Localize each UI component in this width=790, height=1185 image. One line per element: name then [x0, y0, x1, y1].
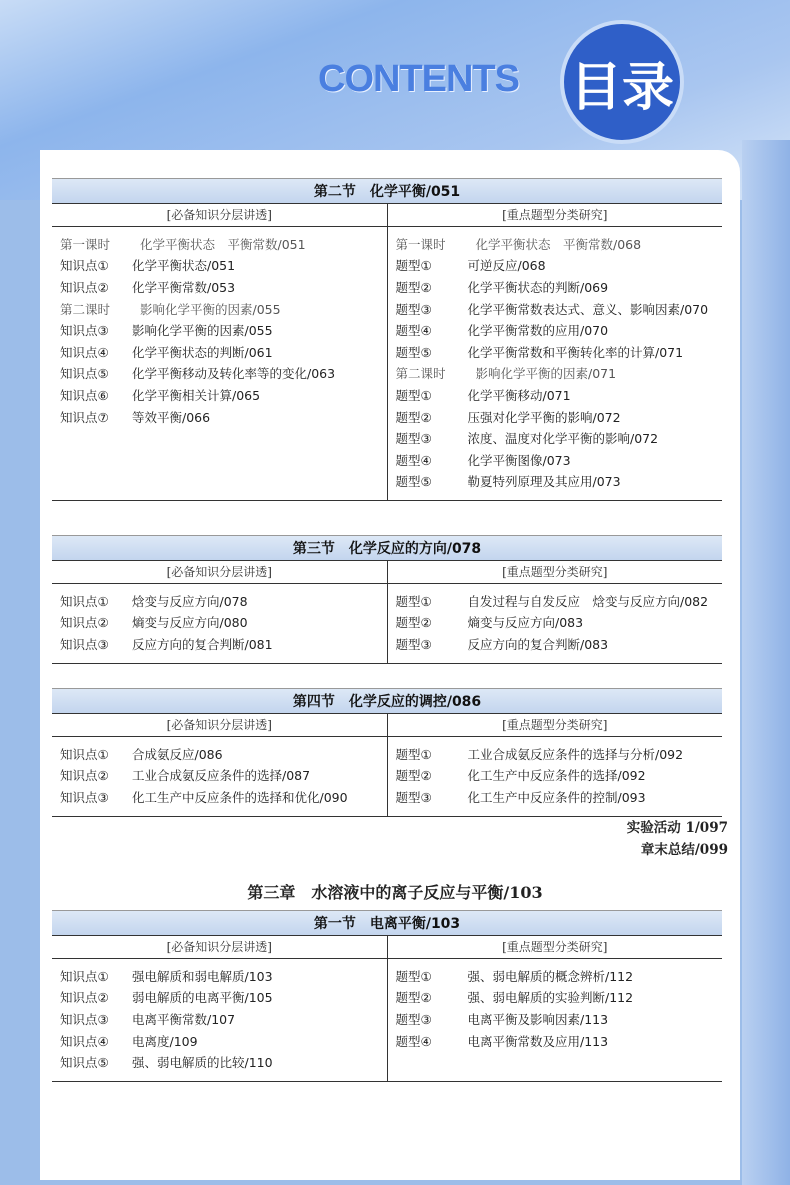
toc-entry[interactable] — [396, 233, 723, 255]
entry-label: 第一课时 — [395, 236, 446, 252]
entry-label: 题型① — [395, 593, 432, 609]
entry-title: 焓变与反应方向/078 — [132, 593, 248, 609]
entry-title: 电离平衡常数及应用/113 — [467, 1033, 609, 1049]
entry-label: 题型③ — [395, 636, 432, 652]
entry-title: 压强对化学平衡的影响/072 — [467, 409, 621, 425]
entry-title: 勒夏特列原理及其应用/073 — [467, 474, 621, 490]
contents-heading: CONTENTS — [318, 58, 519, 100]
entry-title: 反应方向的复合判断/083 — [467, 636, 609, 652]
toc-entry[interactable] — [396, 276, 723, 298]
entry-title: 化学平衡常数/053 — [132, 279, 236, 295]
entry-label: 题型④ — [395, 323, 432, 339]
toc-entry[interactable] — [396, 255, 723, 277]
toc-entry[interactable] — [60, 612, 387, 634]
toc-entry[interactable] — [60, 255, 387, 277]
toc-entry[interactable] — [60, 319, 387, 341]
toc-section — [52, 688, 722, 817]
entry-title: 化学平衡状态的判断/069 — [467, 279, 609, 295]
question-type-column-heading: [重点题型分类研究] — [502, 208, 608, 222]
question-type-column-heading: [重点题型分类研究] — [502, 940, 608, 954]
toc-entry[interactable] — [396, 406, 723, 428]
entry-title: 化学平衡常数的应用/070 — [467, 323, 609, 339]
entry-title: 电离平衡常数/107 — [132, 1011, 236, 1027]
right-column — [388, 584, 723, 663]
entry-title: 电离度/109 — [132, 1033, 198, 1049]
entry-title: 熵变与反应方向/083 — [467, 615, 584, 631]
entry-label: 题型① — [395, 968, 432, 984]
entry-label: 知识点② — [60, 990, 109, 1006]
entry-title: 强、弱电解质的实验判断/112 — [467, 990, 634, 1006]
entry-title: 化学平衡相关计算/065 — [132, 387, 261, 403]
entry-title: 反应方向的复合判断/081 — [132, 636, 273, 652]
left-column — [52, 584, 388, 663]
entry-label: 题型③ — [395, 789, 432, 805]
section-title: 第三节 化学反应的方向/078 — [52, 535, 722, 560]
toc-section — [52, 910, 722, 1082]
entry-title: 工业合成氨反应条件的选择/087 — [132, 768, 311, 784]
entry-label: 题型② — [395, 615, 432, 631]
entry-title: 浓度、温度对化学平衡的影响/072 — [467, 431, 659, 447]
entry-label: 题型② — [395, 768, 432, 784]
entry-title: 可逆反应/068 — [467, 258, 546, 274]
knowledge-column-heading: [必备知识分层讲透] — [52, 714, 388, 736]
entry-title: 化学平衡常数表达式、意义、影响因素/070 — [467, 301, 709, 317]
entry-label: 知识点② — [60, 279, 109, 295]
entry-label: 知识点① — [60, 968, 109, 984]
entry-title: 化学平衡状态 平衡常数/051 — [140, 236, 306, 252]
entry-label: 知识点② — [60, 615, 109, 631]
entry-title: 化工生产中反应条件的选择和优化/090 — [132, 789, 348, 805]
entry-label: 题型① — [395, 387, 432, 403]
entry-label: 知识点① — [60, 746, 109, 762]
toc-entry[interactable] — [396, 1030, 723, 1052]
entry-label: 知识点③ — [60, 323, 109, 339]
toc-entry[interactable] — [60, 765, 387, 787]
knowledge-column-heading: [必备知识分层讲透] — [52, 936, 388, 958]
entry-label: 知识点① — [60, 258, 109, 274]
toc-entry[interactable] — [396, 987, 723, 1009]
left-column — [52, 737, 388, 816]
entry-title: 强电解质和弱电解质/103 — [132, 968, 273, 984]
toc-entry[interactable] — [60, 276, 387, 298]
entry-label: 题型③ — [395, 301, 432, 317]
toc-entry[interactable] — [396, 298, 723, 320]
toc-entry[interactable] — [396, 1008, 723, 1030]
entry-title: 强、弱电解质的概念辨析/112 — [467, 968, 634, 984]
entry-title: 化学平衡常数和平衡转化率的计算/071 — [467, 344, 684, 360]
entry-title: 化学平衡图像/073 — [467, 452, 571, 468]
section-title: 第二节 化学平衡/051 — [52, 178, 722, 203]
toc-entry[interactable] — [396, 427, 723, 449]
toc-entry[interactable] — [60, 1051, 387, 1073]
toc-section — [52, 535, 722, 664]
toc-entry[interactable] — [60, 633, 387, 655]
toc-entry[interactable] — [60, 786, 387, 808]
section-title: 第四节 化学反应的调控/086 — [52, 688, 722, 713]
toc-entry[interactable] — [396, 743, 723, 765]
entry-label: 知识点④ — [60, 1033, 109, 1049]
knowledge-column-heading: [必备知识分层讲透] — [52, 561, 388, 583]
entry-title: 影响化学平衡的因素/055 — [140, 301, 281, 317]
toc-entry[interactable] — [60, 341, 387, 363]
entry-title: 自发过程与自发反应 焓变与反应方向/082 — [467, 593, 709, 609]
toc-entry[interactable] — [60, 233, 387, 255]
entry-label: 知识点③ — [60, 789, 109, 805]
toc-entry[interactable] — [396, 319, 723, 341]
entry-label: 知识点⑥ — [60, 387, 109, 403]
toc-section — [52, 178, 722, 501]
right-column — [388, 737, 723, 816]
entry-label: 题型① — [395, 258, 432, 274]
entry-label: 知识点⑦ — [60, 409, 109, 425]
toc-entry[interactable] — [396, 449, 723, 471]
entry-label: 题型② — [395, 990, 432, 1006]
toc-entry[interactable] — [396, 612, 723, 634]
toc-entry[interactable] — [60, 1008, 387, 1030]
right-column — [388, 227, 723, 500]
entry-title: 工业合成氨反应条件的选择与分析/092 — [467, 746, 684, 762]
chapter-summary-entry: 章末总结/099 — [640, 842, 728, 858]
toc-entry[interactable] — [60, 965, 387, 987]
lab-activity-entry: 实验活动 1/097 — [626, 820, 728, 836]
entry-title: 影响化学平衡的因素/071 — [475, 366, 617, 382]
entry-label: 第二课时 — [395, 366, 446, 382]
entry-title: 化工生产中反应条件的选择/092 — [467, 768, 646, 784]
entry-label: 知识点① — [60, 593, 109, 609]
toc-entry[interactable] — [396, 384, 723, 406]
entry-label: 题型③ — [395, 431, 432, 447]
toc-entry[interactable] — [60, 363, 387, 385]
entry-title: 化工生产中反应条件的控制/093 — [467, 789, 646, 805]
toc-entry[interactable] — [60, 384, 387, 406]
toc-entry[interactable] — [396, 965, 723, 987]
entry-title: 影响化学平衡的因素/055 — [132, 323, 273, 339]
toc-entry[interactable] — [60, 987, 387, 1009]
toc-entry[interactable] — [396, 633, 723, 655]
entry-label: 知识点⑤ — [60, 366, 109, 382]
toc-entry[interactable] — [396, 590, 723, 612]
entry-label: 题型① — [395, 746, 432, 762]
toc-entry[interactable] — [60, 590, 387, 612]
entry-label: 题型⑤ — [395, 474, 432, 490]
entry-label: 知识点③ — [60, 636, 109, 652]
toc-entry[interactable] — [60, 743, 387, 765]
toc-entry[interactable] — [396, 765, 723, 787]
entry-label: 题型④ — [395, 1033, 432, 1049]
left-column — [52, 227, 388, 500]
right-column — [388, 959, 723, 1081]
entry-title: 弱电解质的电离平衡/105 — [132, 990, 273, 1006]
section-title: 第一节 电离平衡/103 — [52, 910, 722, 935]
entry-title: 强、弱电解质的比较/110 — [132, 1055, 273, 1071]
entry-title: 等效平衡/066 — [132, 409, 211, 425]
right-edge-strip — [742, 140, 790, 1185]
toc-entry[interactable] — [396, 786, 723, 808]
entry-title: 化学平衡移动及转化率等的变化/063 — [132, 366, 336, 382]
toc-entry[interactable] — [60, 406, 387, 428]
toc-entry[interactable] — [396, 341, 723, 363]
left-column — [52, 959, 388, 1081]
entry-label: 题型② — [395, 279, 432, 295]
entry-label: 知识点② — [60, 768, 109, 784]
entry-title: 电离平衡及影响因素/113 — [467, 1011, 609, 1027]
entry-label: 题型④ — [395, 452, 432, 468]
question-type-column-heading: [重点题型分类研究] — [502, 718, 608, 732]
entry-label: 题型⑤ — [395, 344, 432, 360]
entry-label: 题型③ — [395, 1011, 432, 1027]
entry-title: 熵变与反应方向/080 — [132, 615, 248, 631]
entry-label: 第二课时 — [60, 301, 111, 317]
entry-label: 知识点⑤ — [60, 1055, 109, 1071]
entry-label: 知识点③ — [60, 1011, 109, 1027]
toc-entry[interactable] — [396, 363, 723, 385]
entry-label: 题型② — [395, 409, 432, 425]
toc-badge: 目录 — [560, 20, 684, 144]
entry-label: 第一课时 — [60, 236, 111, 252]
entry-title: 化学平衡移动/071 — [467, 387, 571, 403]
entry-title: 合成氨反应/086 — [132, 746, 223, 762]
entry-title: 化学平衡状态的判断/061 — [132, 344, 273, 360]
knowledge-column-heading: [必备知识分层讲透] — [52, 204, 388, 226]
entry-title: 化学平衡状态 平衡常数/068 — [475, 236, 642, 252]
question-type-column-heading: [重点题型分类研究] — [502, 565, 608, 579]
toc-entry[interactable] — [396, 471, 723, 493]
toc-entry[interactable] — [60, 298, 387, 320]
entry-label: 知识点④ — [60, 344, 109, 360]
chapter-heading: 第三章 水溶液中的离子反应与平衡/103 — [247, 883, 543, 902]
toc-entry[interactable] — [60, 1030, 387, 1052]
entry-title: 化学平衡状态/051 — [132, 258, 236, 274]
